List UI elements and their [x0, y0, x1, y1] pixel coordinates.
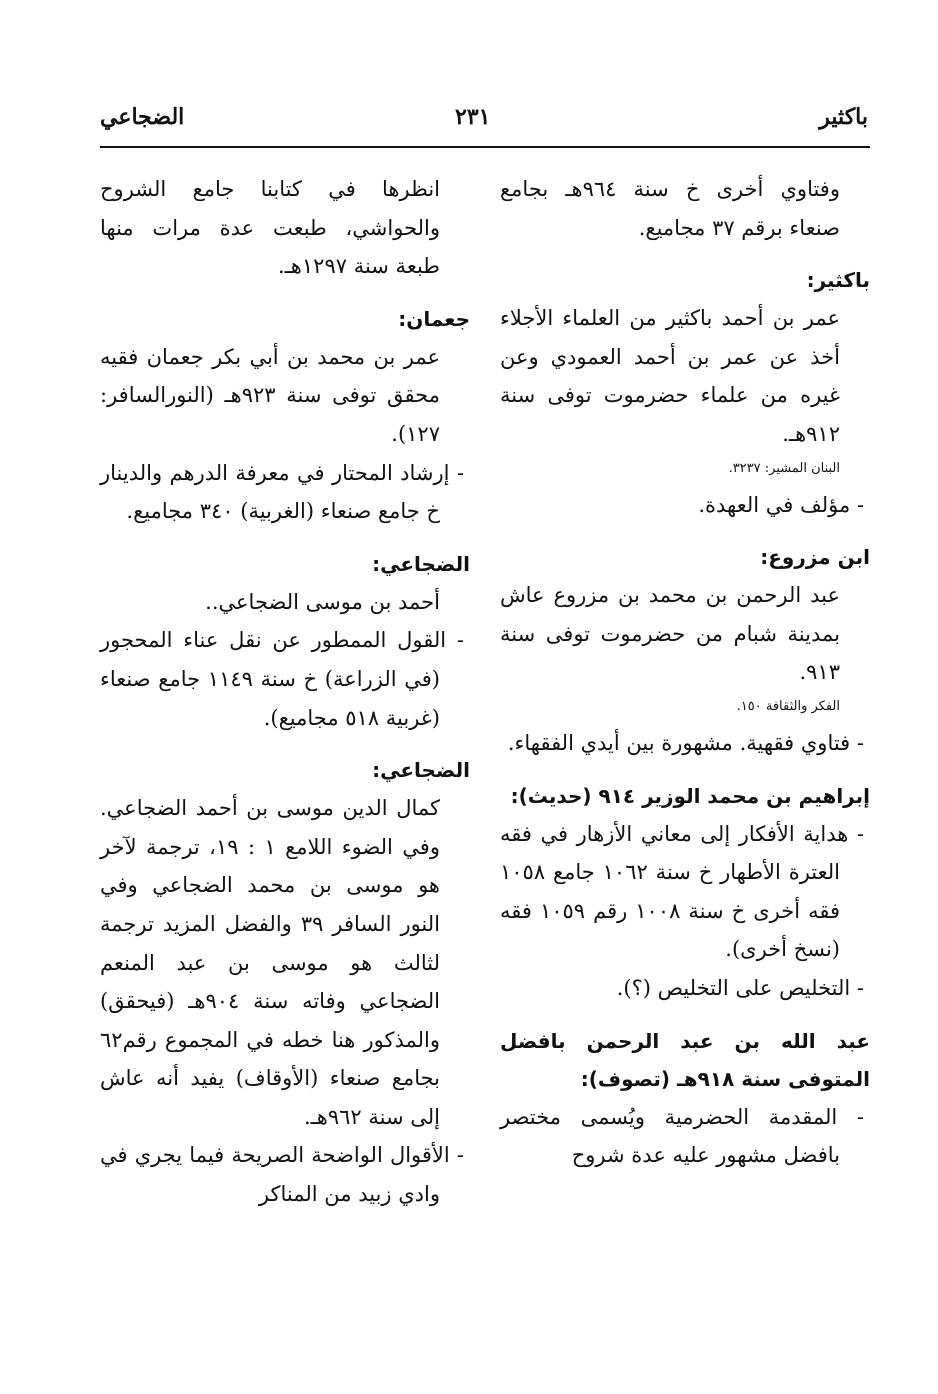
entry-heading: ابن مزروع: [760, 545, 870, 570]
spacer [500, 524, 870, 538]
spacer [100, 531, 470, 545]
spacer [500, 763, 870, 777]
entry-heading: عبد الله بن عبد الرحمن بافضل المتوفى سنة ٩١٨هـ (تصوف): [500, 1028, 870, 1091]
entry-heading: باكثير: [806, 268, 870, 293]
entry-text: كمال الدين موسى بن أحمد الضجاعي. وفي الضوء اللامع ١ : ١٩، ترجمة لآخر هو موسى بن محمد الضجاعي وفي النور السافر ٣٩ والفضل المزيد ترجمة لثالث هو موسى بن عبد المنعم الضجاعي وفاته سنة ٩٠٤هـ (فيحقق) والمذكور هنا خطه في المجموع رقم٦٢ بجامع صنعاء (الأوقاف) يفيد أنه عاش إلى سنة ٩٦٢هـ. [100, 796, 441, 1129]
spacer [500, 1008, 870, 1022]
spacer [100, 286, 470, 300]
work-item: - مؤلف في العهدة. [698, 492, 864, 517]
work-item: - فتاوي فقهية. مشهورة بين أيدي الفقهاء. [507, 730, 864, 755]
entry-text: أحمد بن موسى الضجاعي.. [205, 589, 440, 614]
header-rule [100, 146, 870, 148]
entry-text: عبد الرحمن بن محمد بن مزروع عاش بمدينة شبام من حضرموت توفى سنة ٩١٣. [500, 583, 840, 685]
continued-paragraph: انظرها في كتابنا جامع الشروح والحواشي، طبعت عدة مرات منها طبعة سنة ١٢٩٧هـ. [100, 177, 440, 279]
entry-heading: جعمان: [398, 306, 470, 331]
source-reference: البنان المشير: ٣٢٣٧. [728, 460, 840, 476]
entry-heading: الضجاعي: [372, 551, 470, 576]
right-column [500, 170, 870, 1175]
work-item: - المقدمة الحضرمية ويُسمى مختصر بافضل مشهور عليه عدة شروح [500, 1104, 864, 1168]
work-item: - التخليص على التخليص (؟). [616, 975, 864, 1000]
work-item: - القول الممطور عن نقل عناء المحجور (في الزراعة) خ سنة ١١٤٩ جامع صنعاء (غربية ٥١٨ مجاميع). [100, 628, 464, 730]
entry-heading: إبراهيم بن محمد الوزير ٩١٤ (حديث): [510, 783, 870, 808]
running-head-right: باكثير [819, 104, 868, 130]
page-number: ٢٣١ [455, 104, 491, 130]
left-column [100, 170, 470, 1214]
source-reference: الفكر والثقافة ١٥٠. [736, 698, 840, 714]
entry-text: عمر بن أحمد باكثير من العلماء الأجلاء أخذ عن عمر بن أحمد العمودي وعن غيره من علماء حضرموت توفى سنة ٩١٢هـ. [500, 306, 840, 446]
spacer [500, 247, 870, 261]
spacer [100, 737, 470, 751]
entry-heading: الضجاعي: [372, 758, 470, 783]
continued-paragraph: وفتاوي أخرى خ سنة ٩٦٤هـ بجامع صنعاء برقم ٣٧ مجاميع. [500, 177, 840, 240]
entry-text: عمر بن محمد بن أبي بكر جعمان فقيه محقق توفى سنة ٩٢٣هـ (النورالسافر: ١٢٧). [100, 344, 440, 446]
running-head-left: الضجاعي [100, 104, 185, 130]
work-item: - إرشاد المحتار في معرفة الدرهم والدينار خ جامع صنعاء (الغربية) ٣٤٠ مجاميع. [100, 460, 464, 524]
work-item: - الأقوال الواضحة الصريحة فيما يجري في وادي زبيد من المناكر [100, 1143, 464, 1207]
work-item: - هداية الأفكار إلى معاني الأزهار في فقه العترة الأطهار خ سنة ١٠٦٢ جامع ١٠٥٨ فقه أخرى خ سنة ١٠٠٨ رقم ١٠٥٩ فقه (نسخ أخرى). [500, 821, 864, 962]
